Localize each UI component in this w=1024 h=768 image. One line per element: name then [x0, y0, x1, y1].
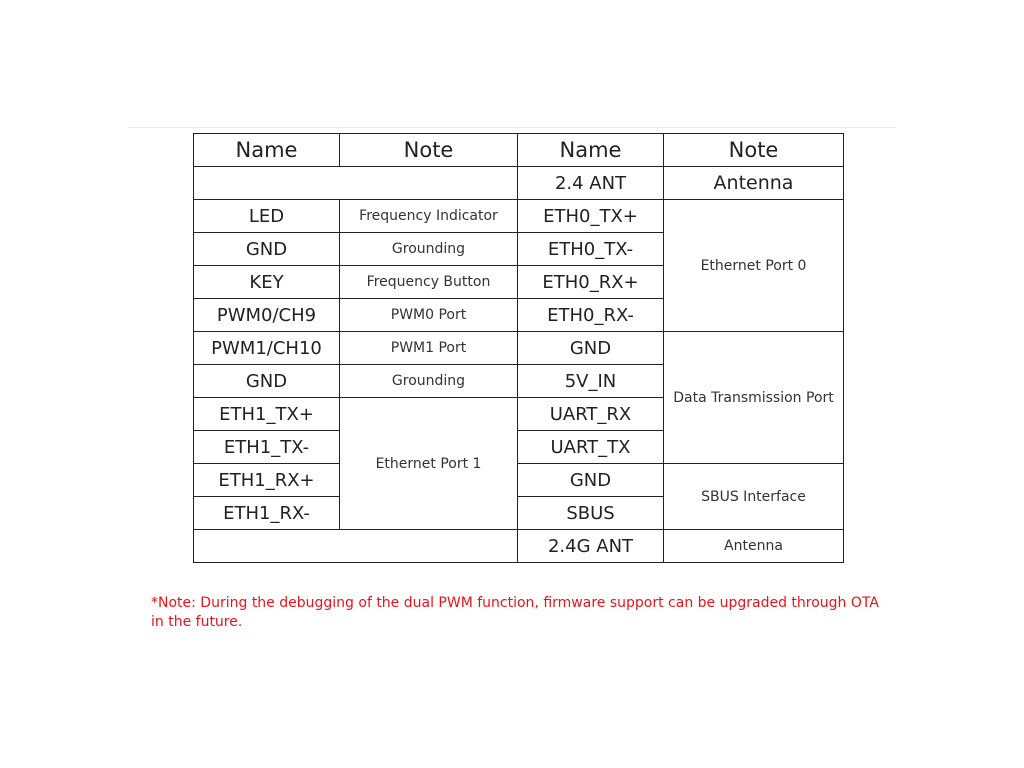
data-transmission-port-note: Data Transmission Port — [664, 332, 844, 464]
pin-note-cell: Frequency Button — [340, 266, 518, 299]
header-right-note: Note — [664, 134, 844, 167]
pin-name-cell: LED — [194, 200, 340, 233]
pin-name-cell: KEY — [194, 266, 340, 299]
pin-definition-table — [193, 133, 844, 563]
antenna-note-top: Antenna — [664, 167, 844, 200]
pin-name-cell: ETH0_TX- — [518, 233, 664, 266]
pin-name-cell: GND — [194, 365, 340, 398]
table-row — [194, 530, 844, 563]
pin-name-cell: ETH1_TX+ — [194, 398, 340, 431]
pin-name-cell: 5V_IN — [518, 365, 664, 398]
empty-left-cell-bottom — [194, 530, 518, 563]
header-left-name: Name — [194, 134, 340, 167]
table-row — [194, 200, 844, 233]
pin-name-cell: PWM0/CH9 — [194, 299, 340, 332]
pin-name-cell: SBUS — [518, 497, 664, 530]
pin-name-cell: 2.4 ANT — [518, 167, 664, 200]
pin-name-cell: ETH1_TX- — [194, 431, 340, 464]
pin-name-cell: GND — [518, 464, 664, 497]
top-divider — [128, 127, 896, 128]
pin-name-cell: ETH0_RX+ — [518, 266, 664, 299]
pin-name-cell: ETH1_RX- — [194, 497, 340, 530]
pin-note-cell: Grounding — [340, 233, 518, 266]
sbus-interface-note: SBUS Interface — [664, 464, 844, 530]
empty-left-cell-top — [194, 167, 518, 200]
ethernet-port-0-note: Ethernet Port 0 — [664, 200, 844, 332]
pin-note-cell: PWM1 Port — [340, 332, 518, 365]
pin-name-cell: UART_TX — [518, 431, 664, 464]
pin-name-cell: GND — [518, 332, 664, 365]
ethernet-port-1-note: Ethernet Port 1 — [340, 398, 518, 530]
pin-name-cell: ETH1_RX+ — [194, 464, 340, 497]
pin-name-cell: ETH0_RX- — [518, 299, 664, 332]
pin-name-cell: UART_RX — [518, 398, 664, 431]
table-row — [194, 332, 844, 365]
pin-name-cell: GND — [194, 233, 340, 266]
pin-note-cell: Frequency Indicator — [340, 200, 518, 233]
header-right-name: Name — [518, 134, 664, 167]
antenna-note-bottom: Antenna — [664, 530, 844, 563]
table-row — [194, 167, 844, 200]
pin-name-cell: PWM1/CH10 — [194, 332, 340, 365]
table-header-row — [194, 134, 844, 167]
footnote-text: *Note: During the debugging of the dual PWM function, firmware support can be upgraded through OTA in the future. — [151, 595, 879, 630]
pin-note-cell: PWM0 Port — [340, 299, 518, 332]
table-row — [194, 464, 844, 497]
pin-name-cell: ETH0_TX+ — [518, 200, 664, 233]
pin-name-cell: 2.4G ANT — [518, 530, 664, 563]
pin-note-cell: Grounding — [340, 365, 518, 398]
header-left-note: Note — [340, 134, 518, 167]
